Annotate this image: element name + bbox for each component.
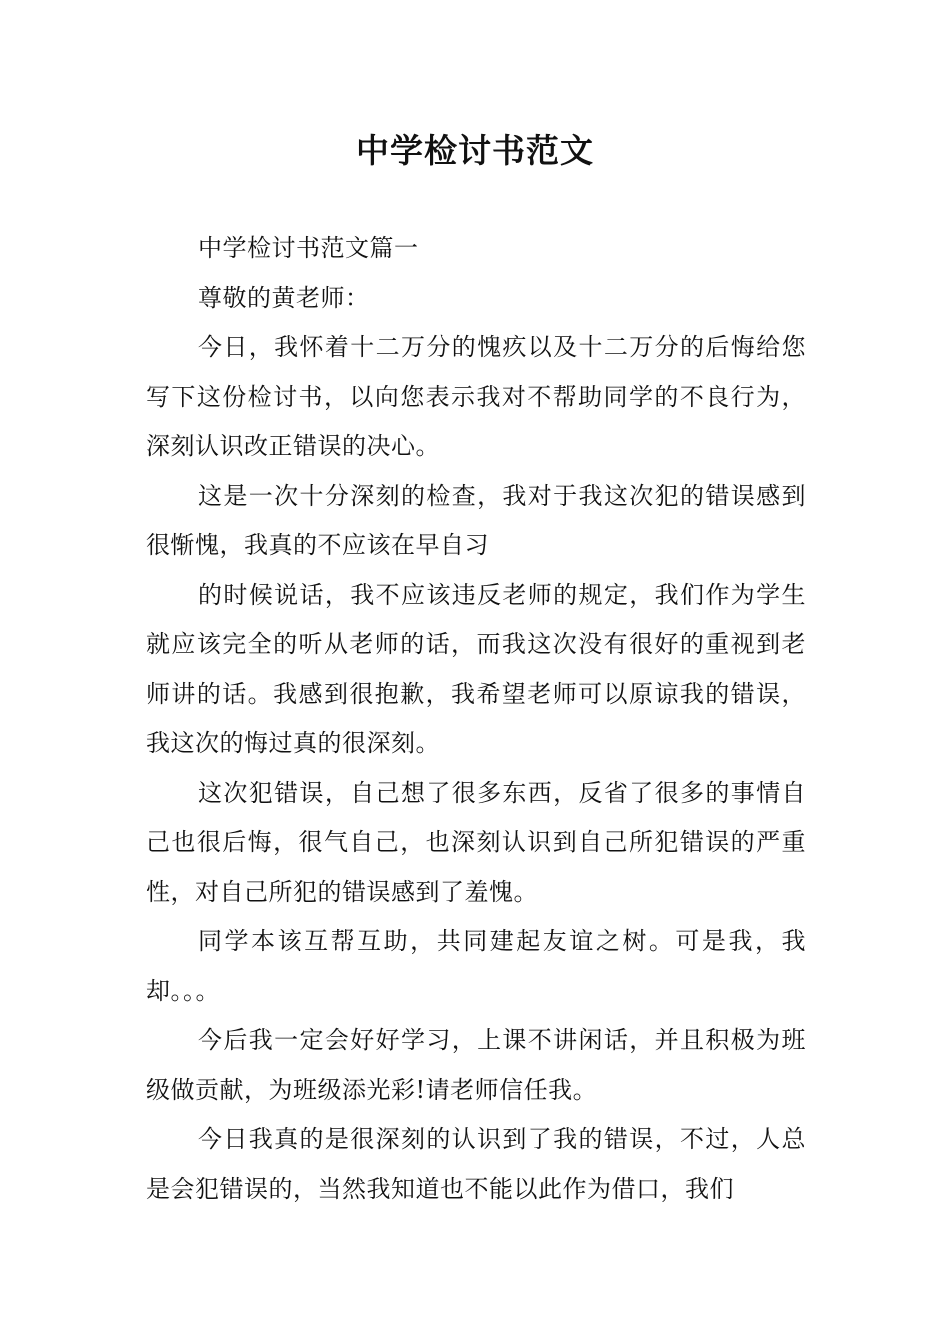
paragraph: 今日，我怀着十二万分的愧疚以及十二万分的后悔给您写下这份检讨书，以向您表示我对不帮助同学的不良行为，深刻认识改正错误的决心。 <box>146 333 806 460</box>
paragraph: 的时候说话，我不应该违反老师的规定，我们作为学生就应该完全的听从老师的话，而我这次没有很好的重视到老师讲的话。我感到很抱歉，我希望老师可以原谅我的错误，我这次的悔过真的很深刻。 <box>146 580 806 757</box>
paragraph: 同学本该互帮互助，共同建起友谊之树。可是我，我却。。。 <box>146 927 806 1005</box>
paragraph: 这是一次十分深刻的检查，我对于我这次犯的错误感到很惭愧，我真的不应该在早自习 <box>146 481 806 559</box>
paragraph-section-heading: 中学检讨书范文篇一 <box>198 234 419 262</box>
document-title: 中学检讨书范文 <box>356 131 594 170</box>
paragraph: 今后我一定会好好学习，上课不讲闲话，并且积极为班级做贡献，为班级添光彩!请老师信任我。 <box>146 1026 806 1104</box>
document-body <box>146 224 806 1214</box>
paragraph: 今日我真的是很深刻的认识到了我的错误，不过，人总是会犯错误的，当然我知道也不能以此作为借口，我们 <box>146 1125 806 1203</box>
paragraph-salutation: 尊敬的黄老师： <box>198 283 370 312</box>
paragraph: 这次犯错误，自己想了很多东西，反省了很多的事情自己也很后悔，很气自己，也深刻认识到自己所犯错误的严重性，对自己所犯的错误感到了羞愧。 <box>146 778 806 906</box>
